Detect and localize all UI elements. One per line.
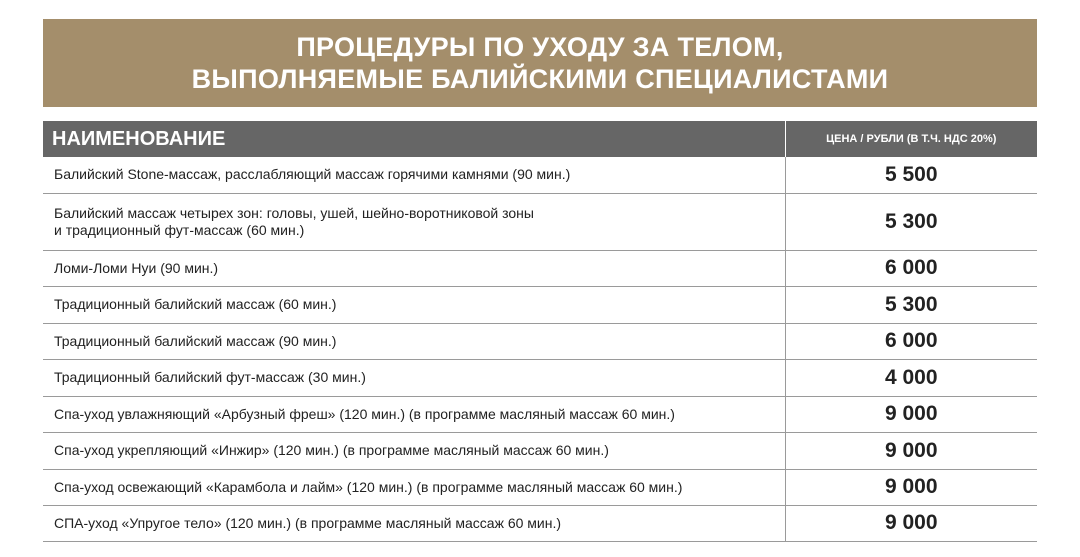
title-banner <box>43 19 1037 107</box>
service-name: Традиционный балийский массаж (60 мин.) <box>43 286 785 323</box>
table-row <box>43 157 1037 193</box>
service-price: 9 000 <box>785 469 1037 505</box>
service-price: 5 300 <box>785 286 1037 323</box>
service-name: Традиционный балийский массаж (90 мин.) <box>43 323 785 359</box>
service-name-line-2: и традиционный фут-массаж (60 мин.) <box>54 221 305 238</box>
price-table <box>43 121 1037 542</box>
service-name: Спа-уход укрепляющий «Инжир» (120 мин.) (в программе масляный массаж 60 мин.) <box>43 432 785 469</box>
service-name <box>43 193 785 250</box>
service-price: 9 000 <box>785 505 1037 541</box>
page-title-line-1: ПРОЦЕДУРЫ ПО УХОДУ ЗА ТЕЛОМ, <box>296 32 784 62</box>
table-row <box>43 396 1037 432</box>
table-row <box>43 250 1037 286</box>
service-price: 4 000 <box>785 359 1037 396</box>
service-name: Традиционный балийский фут-массаж (30 мин.) <box>43 359 785 396</box>
table-header-row <box>43 121 1037 157</box>
service-name: Спа-уход увлажняющий «Арбузный фреш» (120 мин.) (в программе масляный массаж 60 мин.) <box>43 396 785 432</box>
table-row <box>43 469 1037 505</box>
service-name-line-1: Балийский массаж четырех зон: головы, ушей, шейно-воротниковой зоны <box>54 204 534 221</box>
service-price: 5 300 <box>785 193 1037 250</box>
service-name: Спа-уход освежающий «Карамбола и лайм» (120 мин.) (в программе масляный массаж 60 мин.) <box>43 469 785 505</box>
service-price: 5 500 <box>785 157 1037 193</box>
service-name: Ломи-Ломи Нуи (90 мин.) <box>43 250 785 286</box>
column-header-price: ЦЕНА / РУБЛИ (В Т.Ч. НДС 20%) <box>785 121 1037 157</box>
table-row <box>43 505 1037 541</box>
service-name: СПА-уход «Упругое тело» (120 мин.) (в программе масляный массаж 60 мин.) <box>43 505 785 541</box>
table-row <box>43 323 1037 359</box>
column-header-name: НАИМЕНОВАНИЕ <box>43 121 785 157</box>
table-row <box>43 359 1037 396</box>
service-price: 9 000 <box>785 396 1037 432</box>
table-row <box>43 432 1037 469</box>
service-price: 6 000 <box>785 323 1037 359</box>
service-price: 6 000 <box>785 250 1037 286</box>
page-title-line-2: ВЫПОЛНЯЕМЫЕ БАЛИЙСКИМИ СПЕЦИАЛИСТАМИ <box>191 64 889 94</box>
table-row <box>43 286 1037 323</box>
table-row <box>43 193 1037 250</box>
service-price: 9 000 <box>785 432 1037 469</box>
service-name: Балийский Stone-массаж, расслабляющий массаж горячими камнями (90 мин.) <box>43 157 785 193</box>
